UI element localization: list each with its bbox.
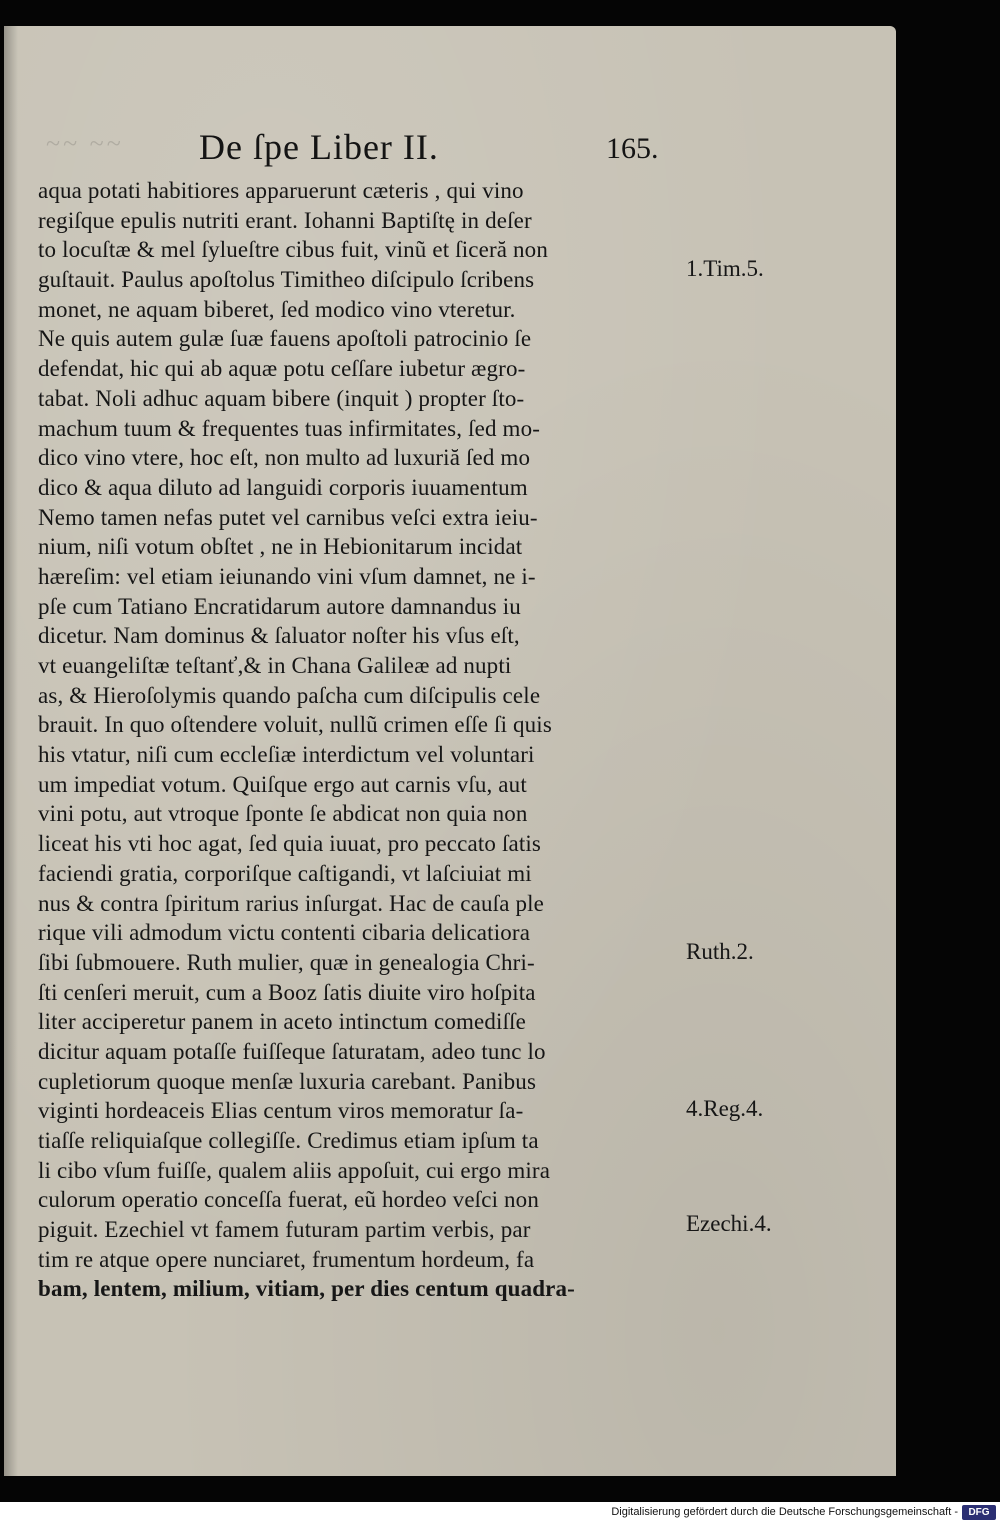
text-line: tiaſſe reliquiaſque collegiſſe. Credimus etiam ipſum ta <box>38 1128 539 1153</box>
footer-bar <box>0 1502 1000 1524</box>
text-line: Nemo tamen nefas putet vel carnibus veſci extra ieiu- <box>38 504 538 530</box>
funding-credit: Digitalisierung gefördert durch die Deutsche Forschungsgemeinschaft - <box>611 1506 958 1518</box>
text-line: ſti cenſeri meruit, cum a Booz ſatis diuite viro hoſpita <box>38 979 536 1005</box>
text-line: nus & contra ſpiritum rarius inſurgat. Hac de cauſa ple <box>38 890 545 916</box>
text-line: dico vino vtere, hoc eſt, non multo ad luxuriă ſed mo <box>38 445 531 471</box>
text-line: dico & aqua diluto ad languidi corporis iuuamentum <box>38 474 528 500</box>
show-through-ornament: ~~ ~~ <box>46 129 124 158</box>
text-line: vt euangeliſtæ teſtanť,& in Chana Galileæ ad nupti <box>38 653 512 678</box>
gutter-shadow <box>4 26 18 1476</box>
dfg-logo: DFG <box>962 1505 996 1520</box>
text-line: tabat. Noli adhuc aquam bibere (inquit ) propter ſto- <box>38 385 525 411</box>
body-text <box>38 176 678 1304</box>
text-line: guſtauit. Paulus apoſtolus Timitheo diſcipulo ſcribens <box>38 267 535 293</box>
book-page <box>4 26 896 1476</box>
marginal-note-tim: 1.Tim.5. <box>686 256 764 281</box>
marginal-note-ezech: Ezechi.4. <box>686 1211 772 1236</box>
text-line: liter acciperetur panem in aceto intinctum comediſſe <box>38 1009 527 1035</box>
text-line: vini potu, aut vtroque ſponte ſe abdicat non quia non <box>38 801 528 827</box>
text-line: Ne quis autem gulæ ſuæ fauens apoſtoli patrocinio ſe <box>38 326 532 352</box>
marginal-note-ruth: Ruth.2. <box>686 939 754 964</box>
text-line: bam, lentem, milium, vitiam, per dies centum quadra- <box>38 1276 575 1302</box>
text-line: as, & Hieroſolymis quando paſcha cum diſcipulis cele <box>38 682 541 708</box>
text-line: culorum operatio conceſſa fuerat, eũ hordeo veſci non <box>38 1187 539 1213</box>
text-line: li cibo vſum fuiſſe, qualem aliis appoſuit, cui ergo mira <box>38 1157 551 1183</box>
text-line: nium, niſi votum obſtet , ne in Hebionitarum incidat <box>38 534 523 560</box>
text-line: rique vili admodum victu contenti cibaria delicatiora <box>38 920 531 946</box>
text-line: machum tuum & frequentes tuas infirmitates, ſed mo- <box>38 415 541 441</box>
text-line: to locuſtæ & mel ſylueſtre cibus fuit, vinũ et ſiceră non <box>38 237 548 263</box>
text-line: liceat his vti hoc agat, ſed quia iuuat, pro peccato ſatis <box>38 831 542 857</box>
text-line: cupletiorum quoque menſæ luxuria carebant. Panibus <box>38 1068 537 1094</box>
text-line: aqua potati habitiores apparuerunt cæteris , qui vino <box>38 178 524 203</box>
text-line: regiſque epulis nutriti erant. Iohanni Baptiſtę in deſer <box>38 207 532 233</box>
text-line: brauit. In quo oſtendere voluit, nullũ crimen eſſe ſi quis <box>38 712 552 738</box>
text-line: hæreſim: vel etiam ieiunando vini vſum damnet, ne i- <box>38 563 536 589</box>
text-line: piguit. Ezechiel vt famem futuram partim verbis, par <box>38 1217 531 1243</box>
running-head: De ſpe Liber II. <box>199 127 439 167</box>
text-line: monet, ne aquam biberet, ſed modico vino vteretur. <box>38 296 516 322</box>
text-line: dicetur. Nam dominus & ſaluator noſter his vſus eſt, <box>38 623 520 649</box>
text-line: pſe cum Tatiano Encratidarum autore damnandus iu <box>38 593 521 619</box>
text-line: faciendi gratia, corporiſque caſtigandi, vt laſciuiat mi <box>38 860 532 886</box>
text-line: defendat, hic qui ab aquæ potu ceſſare iubetur ægro- <box>38 356 526 382</box>
text-line: dicitur aquam potaſſe fuiſſeque ſaturatam, adeo tunc lo <box>38 1038 546 1064</box>
text-line: tim re atque opere nunciaret, frumentum hordeum, fa <box>38 1246 535 1272</box>
marginal-note-reg: 4.Reg.4. <box>686 1096 764 1121</box>
text-line: his vtatur, niſi cum eccleſiæ interdictum vel voluntari <box>38 742 535 768</box>
text-line: um impediat votum. Quiſque ergo aut carnis vſu, aut <box>38 771 527 797</box>
text-line: ſibi ſubmouere. Ruth mulier, quæ in genealogia Chri- <box>38 949 535 975</box>
page-number: 165. <box>606 132 659 165</box>
text-line: viginti hordeaceis Elias centum viros memoratur ſa- <box>38 1098 524 1124</box>
